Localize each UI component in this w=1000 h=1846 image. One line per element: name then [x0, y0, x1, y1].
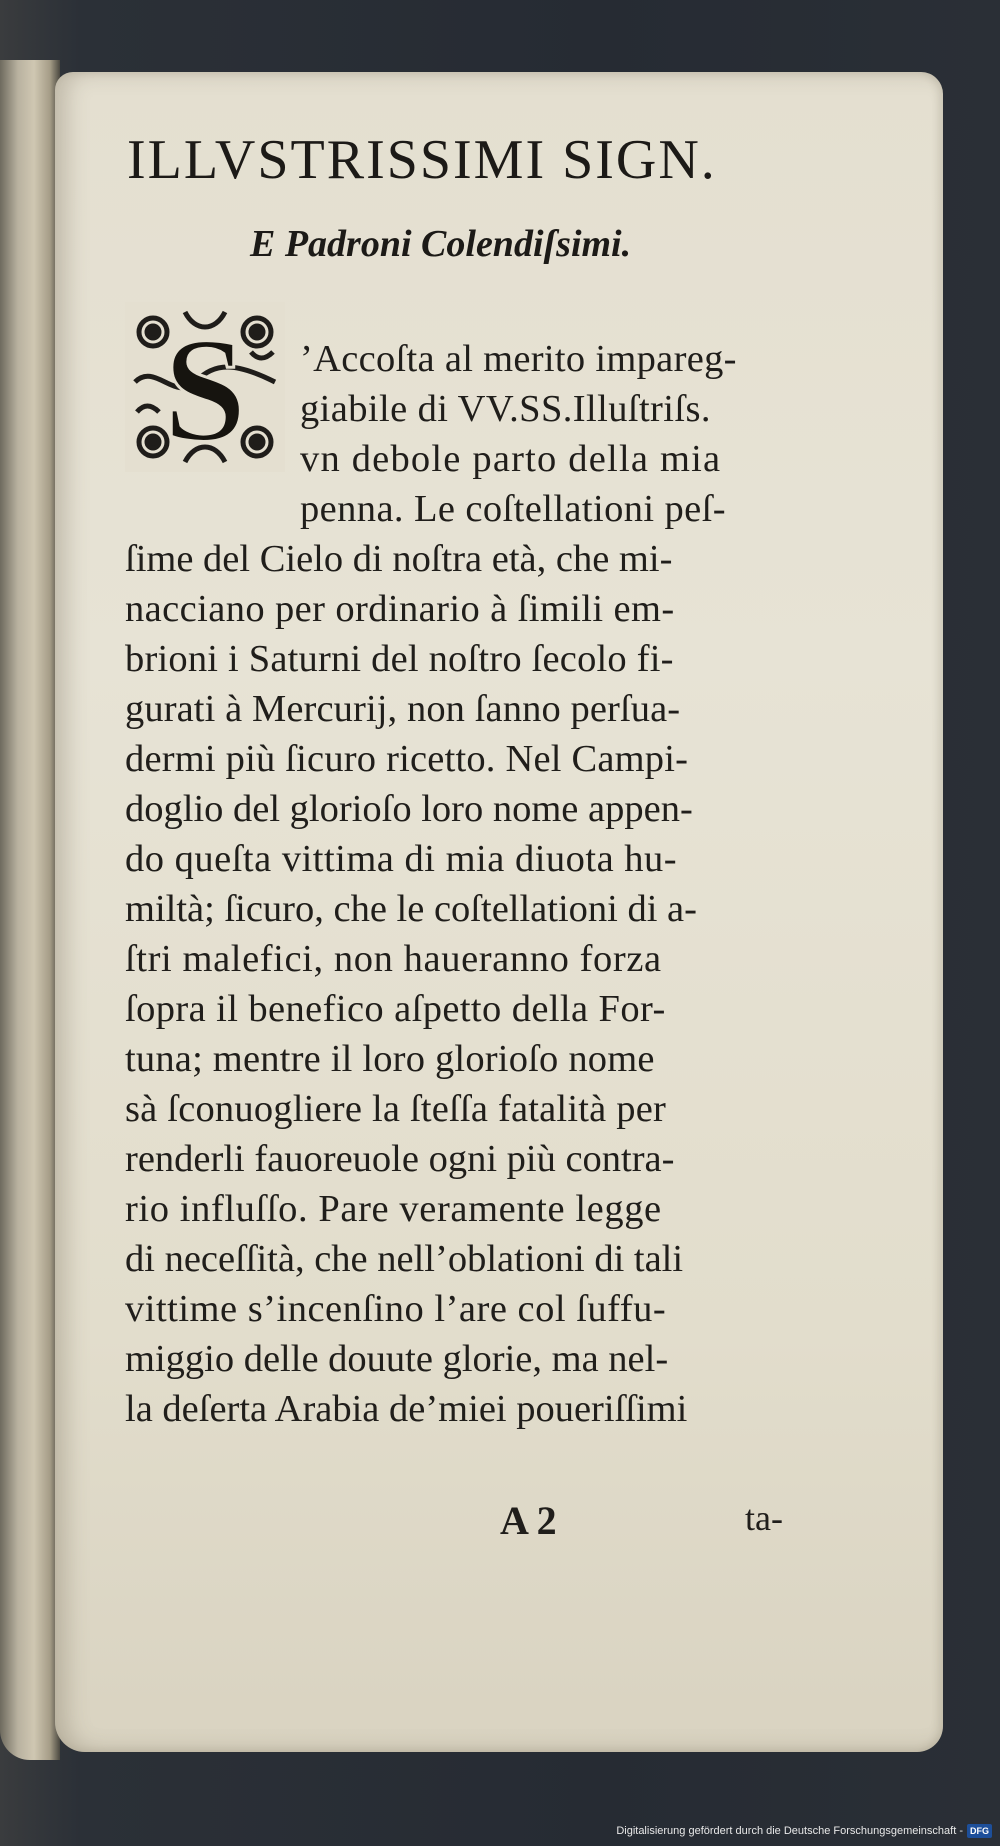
text-line: tuna; mentre il loro glorioſo nome	[125, 1038, 655, 1080]
text-line: di neceſſità, che nell’oblationi di tali	[125, 1238, 684, 1280]
credit-text: Digitalisierung gefördert durch die Deutsche Forschungsgemeinschaft -	[616, 1825, 963, 1837]
text-line: penna. Le coſtellationi peſ-	[300, 488, 726, 530]
text-line: doglio del glorioſo loro nome appen-	[125, 788, 693, 830]
text-line: sà ſconuogliere la ſteſſa fatalità per	[125, 1088, 666, 1130]
text-line: brioni i Saturni del noſtro ſecolo fi-	[125, 638, 674, 680]
dfg-logo-icon: DFG	[967, 1824, 992, 1838]
digitization-credit	[616, 1822, 992, 1840]
page-content	[55, 72, 943, 1752]
text-line: dermi più ſicuro ricetto. Nel Campi-	[125, 738, 689, 780]
page-heading: ILLVSTRISSIMI SIGN.	[127, 129, 717, 191]
text-line: ſtri malefici, non haueranno forza	[125, 938, 662, 980]
text-line: miggio delle douute glorie, ma nel-	[125, 1338, 669, 1380]
initial-letter: S	[163, 307, 247, 472]
text-line: do queſta vittima di mia diuota hu-	[125, 838, 678, 880]
text-line: nacciano per ordinario à ſimili em-	[125, 588, 675, 630]
text-line: renderli fauoreuole ogni più contra-	[125, 1138, 675, 1180]
text-line: vittime s’incenſino l’are col ſuffu-	[125, 1288, 667, 1330]
book-binding-edge	[0, 60, 60, 1760]
decorated-initial-letter	[125, 302, 285, 472]
text-line: miltà; ſicuro, che le coſtellationi di a-	[125, 888, 697, 930]
signature-mark: A 2	[500, 1498, 557, 1543]
text-line: giabile di VV.SS.Illuſtriſs.	[300, 388, 711, 430]
text-line: vn debole parto della mia	[300, 438, 722, 480]
text-line: ſopra il benefico aſpetto della For-	[125, 988, 666, 1030]
text-line: ’Accoſta al merito impareg-	[300, 338, 737, 380]
catchword: ta-	[745, 1498, 783, 1538]
page-subheading: E Padroni Colendiſsimi.	[250, 223, 632, 265]
book-page	[55, 72, 943, 1752]
text-line: rio influſſo. Pare veramente legge	[125, 1188, 662, 1230]
text-line: la deſerta Arabia de’miei poueriſſimi	[125, 1388, 688, 1430]
text-line: ſime del Cielo di noſtra età, che mi-	[125, 538, 673, 580]
text-line: gurati à Mercurij, non ſanno perſua-	[125, 688, 681, 730]
